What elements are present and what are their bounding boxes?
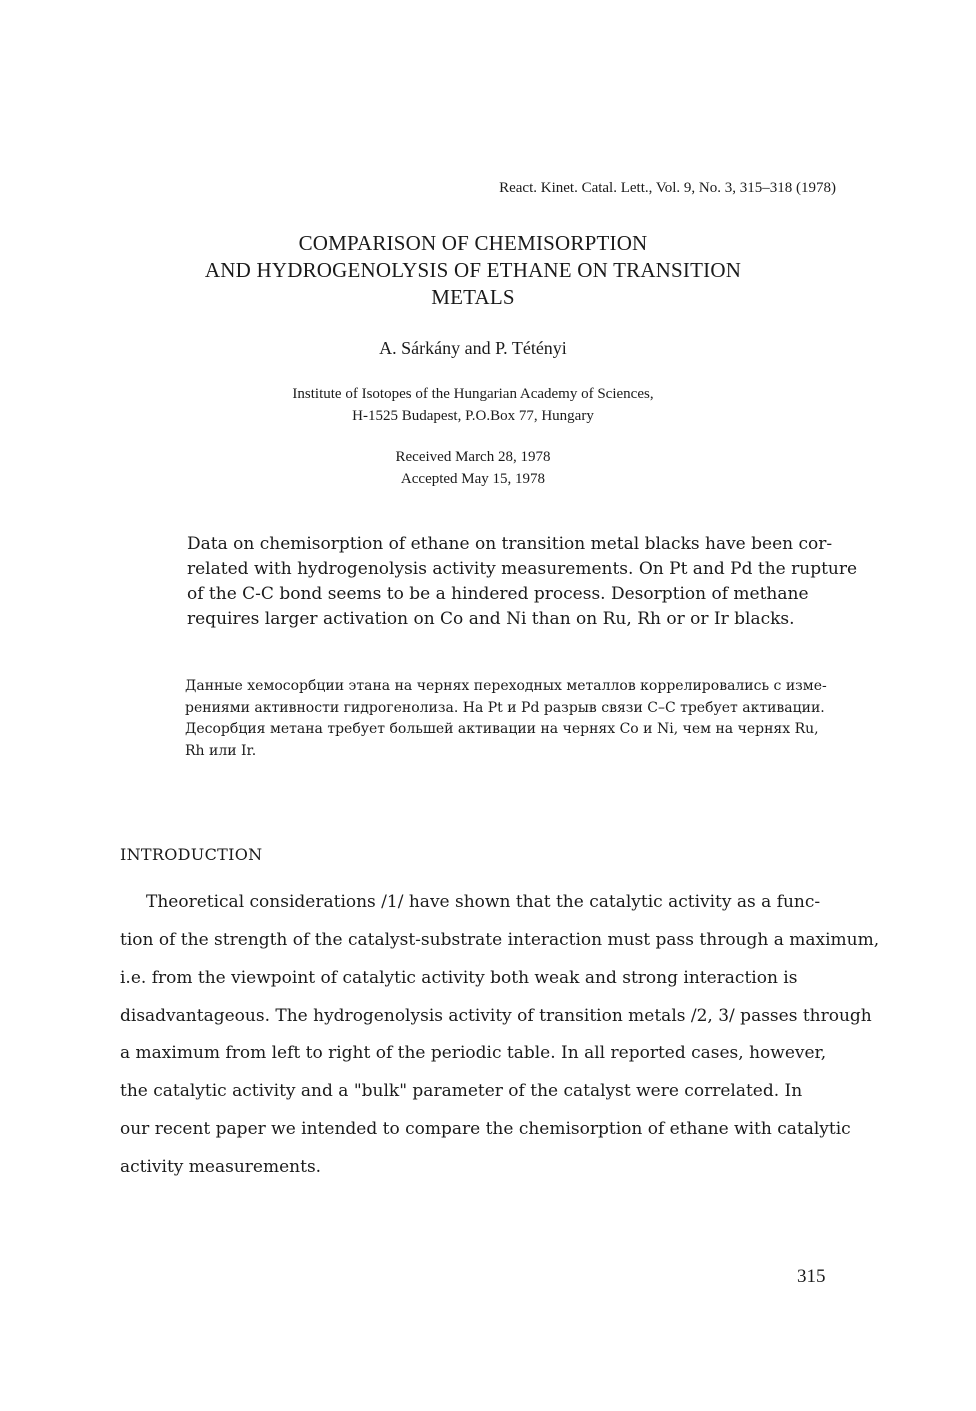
affiliation: [0, 383, 946, 427]
abstract-line: Data on chemisorption of ethane on transition metal blacks have been cor-: [187, 534, 833, 554]
affiliation-line: H-1525 Budapest, P.O.Box 77, Hungary: [352, 408, 594, 424]
page-number: 315: [797, 1266, 826, 1287]
affiliation-line: Institute of Isotopes of the Hungarian Academy of Sciences,: [292, 386, 654, 402]
title-line: AND HYDROGENOLYSIS OF ETHANE ON TRANSITION: [204, 258, 742, 282]
body-line: the catalytic activity and a "bulk" parameter of the catalyst were correlated. In: [120, 1081, 803, 1101]
abstract-ru-line: Десорбция метана требует большей активации на чернях Co и Ni, чем на чернях Ru,: [185, 721, 819, 737]
abstract-ru-line: Данные хемосорбции этана на чернях переходных металлов коррелировались с изме-: [185, 678, 827, 694]
abstract-line: of the C-C bond seems to be a hindered process. Desorption of methane: [187, 584, 809, 604]
paper-title: [0, 230, 946, 311]
body-line: a maximum from left to right of the periodic table. In all reported cases, however,: [120, 1043, 827, 1063]
accepted-date: Accepted May 15, 1978: [400, 471, 546, 487]
abstract-line: related with hydrogenolysis activity measurements. On Pt and Pd the rupture: [187, 559, 858, 579]
body-line: tion of the strength of the catalyst-substrate interaction must pass through a maximum,: [120, 930, 880, 950]
title-line: METALS: [431, 285, 515, 309]
body-line: our recent paper we intended to compare the chemisorption of ethane with catalytic: [120, 1119, 851, 1139]
journal-reference: React. Kinet. Catal. Lett., Vol. 9, No. 3, 315–318 (1978): [499, 180, 836, 196]
abstract-russian: [185, 676, 855, 762]
abstract-line: requires larger activation on Co and Ni than on Ru, Rh or or Ir blacks.: [187, 609, 795, 629]
body-line: Theoretical considerations /1/ have shown that the catalytic activity as a func-: [146, 892, 821, 912]
body-line: i.e. from the viewpoint of catalytic activity both weak and strong interaction is: [120, 968, 798, 988]
abstract-ru-line: рениями активности гидрогенолиза. На Pt и Pd разрыв связи C–C требует активации.: [185, 699, 825, 716]
section-heading-introduction: INTRODUCTION: [120, 845, 263, 864]
authors: A. Sárkány and P. Tétényi: [379, 338, 567, 358]
body-line: activity measurements.: [120, 1157, 322, 1177]
abstract-english: [187, 532, 858, 632]
abstract-ru-line: Rh или Ir.: [185, 742, 257, 759]
title-line: COMPARISON OF CHEMISORPTION: [298, 231, 648, 255]
body-line: disadvantageous. The hydrogenolysis activity of transition metals /2, 3/ passes through: [120, 1006, 872, 1026]
received-date: Received March 28, 1978: [395, 449, 551, 465]
submission-dates: [0, 446, 946, 490]
